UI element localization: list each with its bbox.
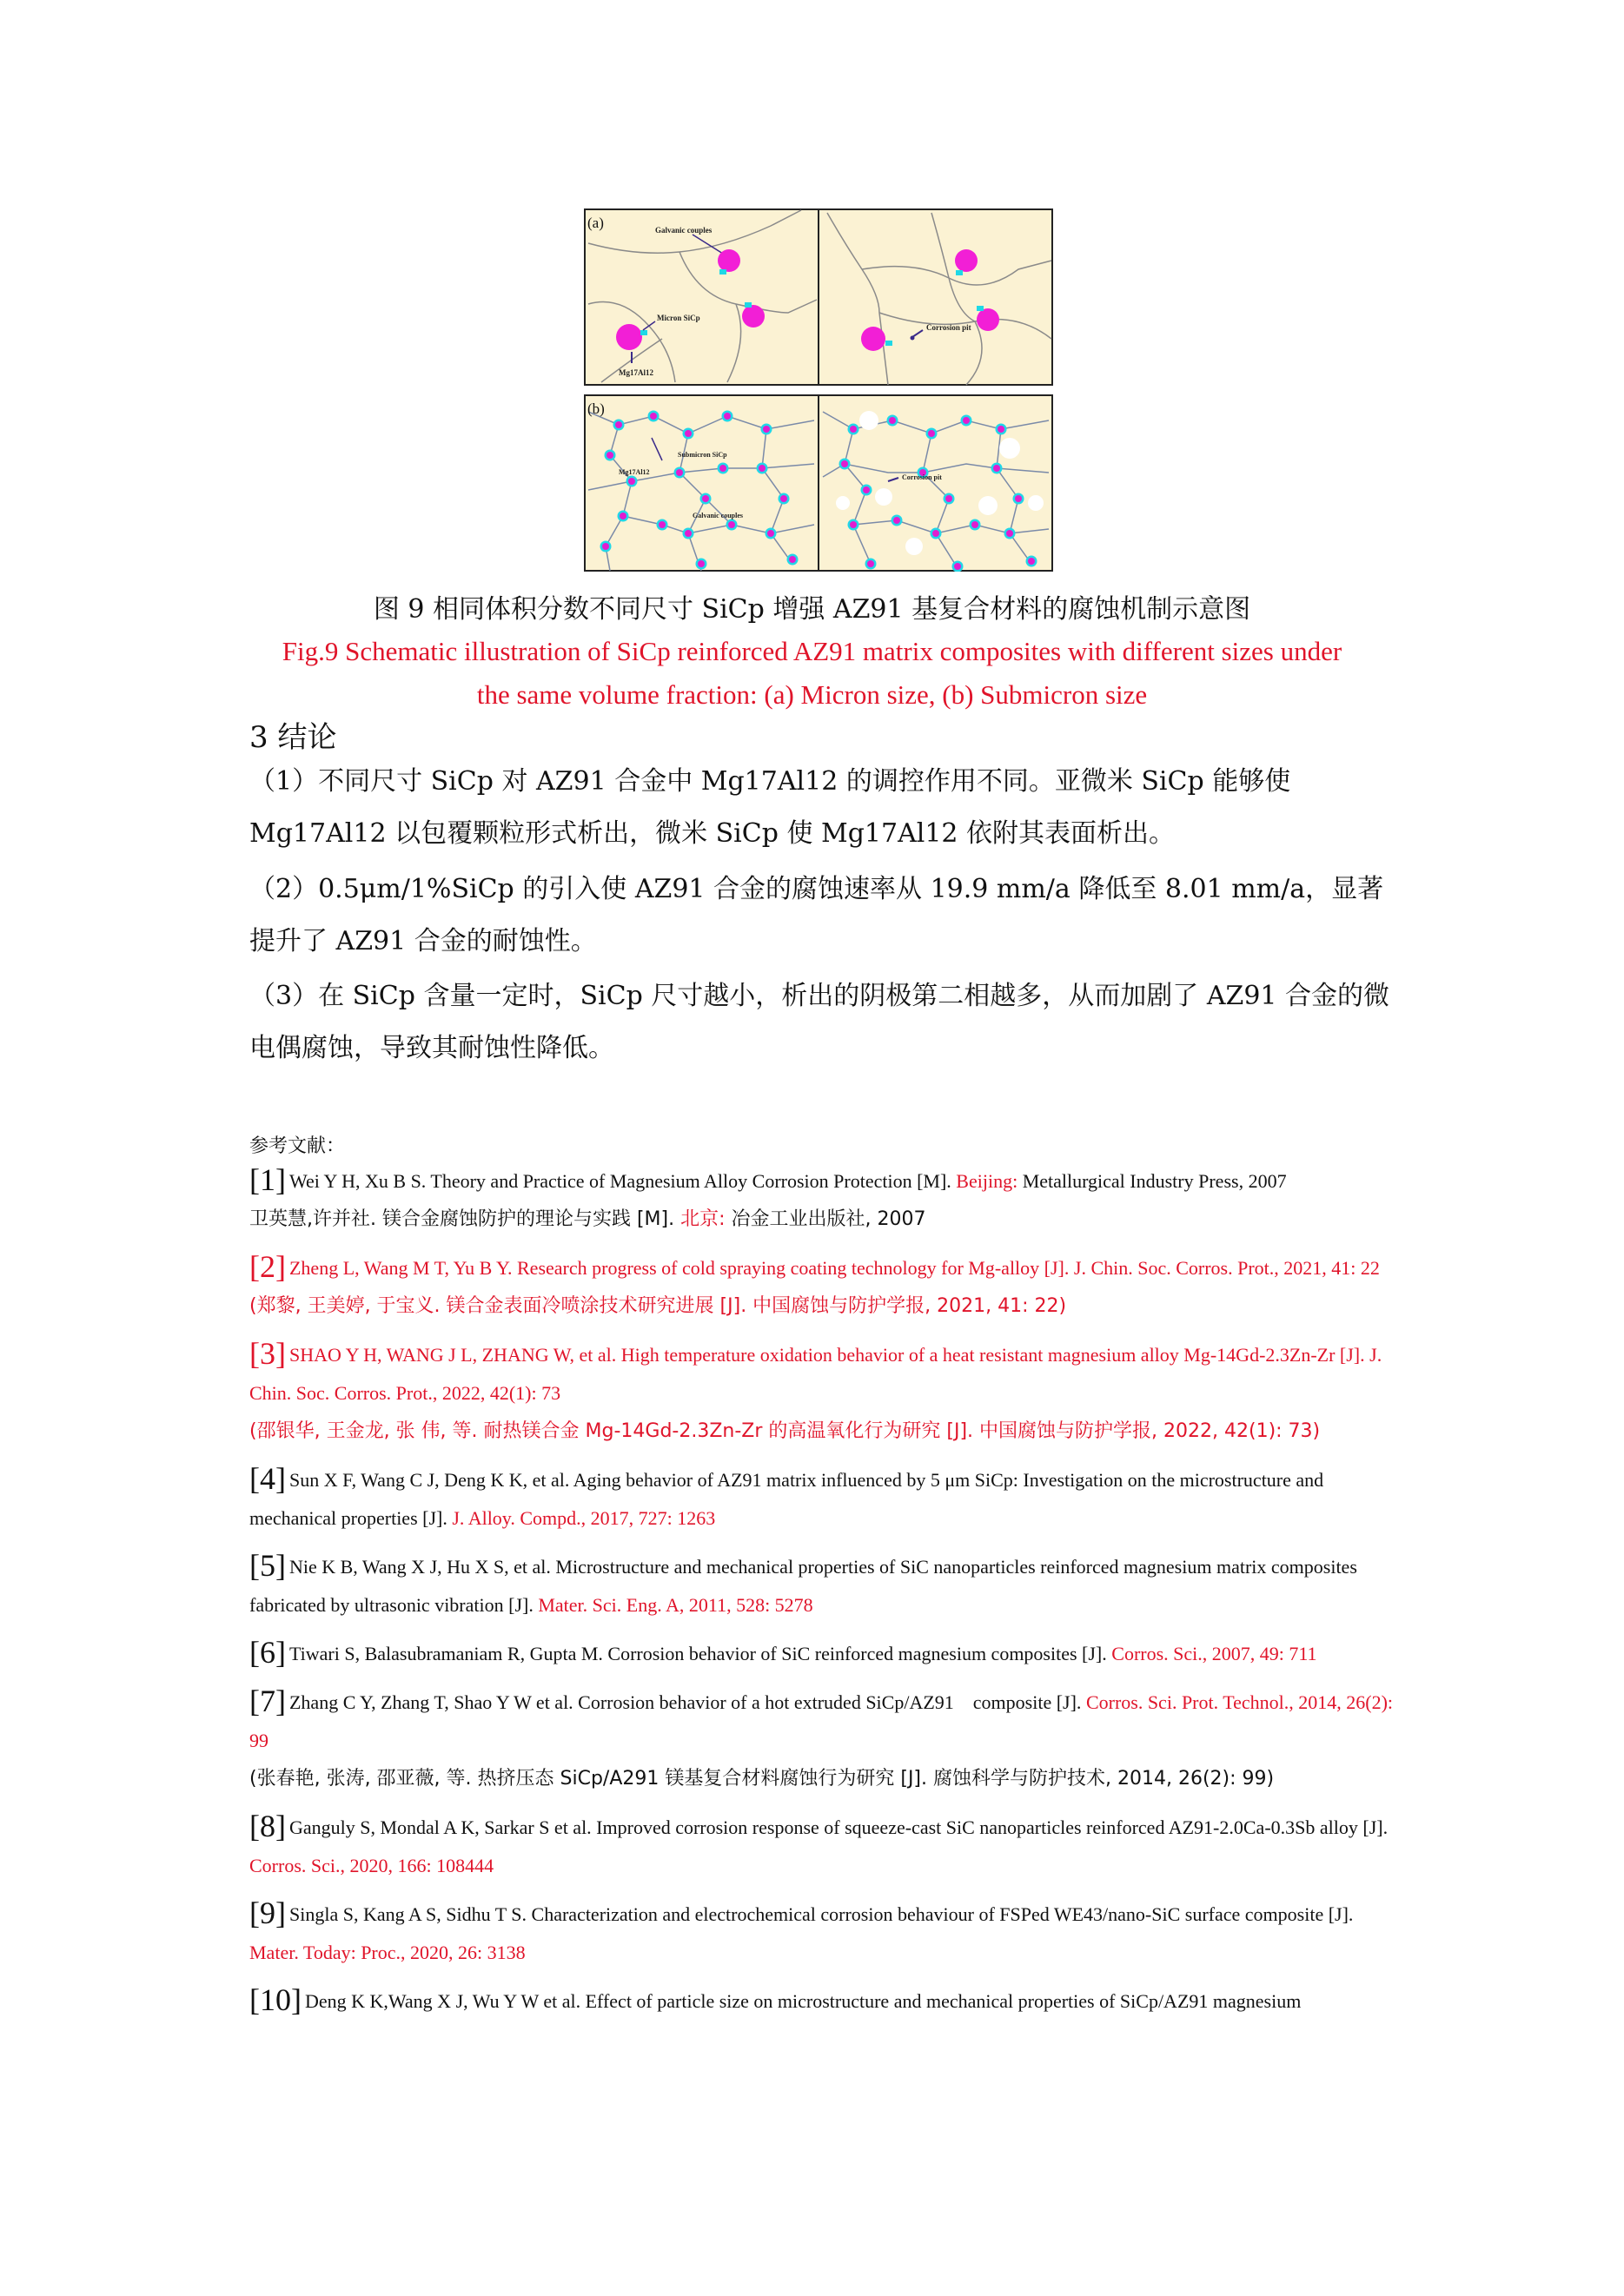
figure-caption-en-line-1: Fig.9 Schematic illustration of SiCp reinforced AZ91 matrix composites with different sizes under xyxy=(282,636,1342,666)
reference-7-zh: (张春艳, 张涛, 邵亚薇, 等. 热挤压态 SiCp/A291 镁基复合材料腐蚀行为研究 [J]. 腐蚀科学与防护技术, 2014, 26(2): 99) xyxy=(249,1768,1275,1790)
micron-sic-particle xyxy=(718,249,740,272)
section-title: 3 结论 xyxy=(249,720,337,755)
reference-1: [1] Wei Y H, Xu B S. Theory and Practice of Magnesium Alloy Corrosion Protection [M]. Beijing: Metallurgical Industry Press, 2007 xyxy=(249,1162,1287,1197)
reference-10: [10] Deng K K,Wang X J, Wu Y W et al. Effect of particle size on microstructure and mechanical properties of SiCp/AZ91 magnesium xyxy=(249,1982,1302,2017)
label-mg17al12-a: Mg17Al12 xyxy=(619,368,653,377)
reference-9: [9] Singla S, Kang A S, Sidhu T S. Characterization and electrochemical corrosion behaviour of FSPed WE43/nano-SiC surface composite [J]. Mater. Today: Proc., 2020, 26: 3138 xyxy=(249,1896,1354,1963)
reference-number: [3] xyxy=(249,1336,286,1371)
reference-number: [8] xyxy=(249,1809,286,1843)
reference-5: [5] Nie K B, Wang X J, Hu X S, et al. Microstructure and mechanical properties of SiC nanoparticles reinforced magnesium matrix composites fabricated by ultrasonic vibration [J]. Mater. Sci. Eng. A, 2011, 528: 5278 xyxy=(249,1548,1357,1616)
micron-sic-particle xyxy=(742,305,765,328)
reference-1-zh: 卫英慧,许并社. 镁合金腐蚀防护的理论与实践 [M]. 北京: 冶金工业出版社, 2007 xyxy=(249,1208,926,1230)
label-corrosion-pit-a: Corrosion pit xyxy=(926,323,971,332)
reference-8: [8] Ganguly S, Mondal A K, Sarkar S et al. Improved corrosion response of squeeze-cast SiC nanoparticles reinforced AZ91-2.0Ca-0.3Sb alloy [J]. Corros. Sci., 2020, 166: 108444 xyxy=(249,1809,1389,1876)
panel-a-label: (a) xyxy=(587,215,604,231)
figure-9 xyxy=(584,208,1053,572)
panel-a xyxy=(585,209,1052,385)
figure-caption-en xyxy=(0,630,1624,717)
conclusion-2: （2）0.5μm/1%SiCp 的引入使 AZ91 合金的腐蚀速率从 19.9 mm/a 降低至 8.01 mm/a，显著提升了 AZ91 合金的耐蚀性。 xyxy=(249,874,1384,956)
micron-sic-particle xyxy=(616,324,642,350)
reference-2: [2] Zheng L, Wang M T, Yu B Y. Research progress of cold spraying coating technology for Mg-alloy [J]. J. Chin. Soc. Corros. Prot., 2021, 41: 22 xyxy=(249,1249,1380,1284)
reference-4: [4] Sun X F, Wang C J, Deng K K, et al. Aging behavior of AZ91 matrix influenced by 5 μm SiCp: Investigation on the microstructure and mechanical properties [J]. J. Alloy. Compd., 2017, 727: 1263 xyxy=(249,1461,1324,1529)
label-submicron-sic: Submicron SiCp xyxy=(678,451,727,459)
reference-number: [5] xyxy=(249,1548,286,1583)
reference-number: [10] xyxy=(249,1982,302,2017)
label-galvanic-couples: Galvanic couples xyxy=(655,226,713,235)
reference-number: [6] xyxy=(249,1635,286,1670)
references-heading: 参考文献： xyxy=(249,1135,346,1157)
figure-caption-en-line-2: the same volume fraction: (a) Micron size, (b) Submicron size xyxy=(476,679,1148,710)
figure-caption-zh: 图 9 相同体积分数不同尺寸 SiCp 增强 AZ91 基复合材料的腐蚀机制示意图 xyxy=(373,594,1251,625)
label-micron-sic: Micron SiCp xyxy=(657,314,700,322)
reference-3-zh: (邵银华, 王金龙, 张 伟, 等. 耐热镁合金 Mg-14Gd-2.3Zn-Zr 的高温氧化行为研究 [J]. 中国腐蚀与防护学报, 2022, 42(1): 73) xyxy=(249,1420,1321,1442)
reference-3: [3] SHAO Y H, WANG J L, ZHANG W, et al. High temperature oxidation behavior of a heat resistant magnesium alloy Mg-14Gd-2.3Zn-Zr [J]. J. Chin. Soc. Corros. Prot., 2022, 42(1): 73 xyxy=(249,1336,1382,1404)
reference-6: [6] Tiwari S, Balasubramaniam R, Gupta M. Corrosion behavior of SiC reinforced magnesium composites [J]. Corros. Sci., 2007, 49: 711 xyxy=(249,1635,1317,1670)
panel-b-label: (b) xyxy=(587,400,605,417)
panel-b xyxy=(585,395,1052,572)
reference-number: [9] xyxy=(249,1896,286,1930)
reference-number: [7] xyxy=(249,1684,286,1718)
reference-7: [7] Zhang C Y, Zhang T, Shao Y W et al. Corrosion behavior of a hot extruded SiCp/AZ91 composite [J]. Corros. Sci. Prot. Technol., 2014, 26(2): 99 xyxy=(249,1684,1394,1751)
conclusion-3: （3）在 SiCp 含量一定时，SiCp 尺寸越小，析出的阴极第二相越多，从而加剧了 AZ91 合金的微电偶腐蚀，导致其耐蚀性降低。 xyxy=(249,981,1390,1063)
references-list xyxy=(249,1161,1396,2021)
reference-2-zh: (郑黎, 王美婷, 于宝义. 镁合金表面冷喷涂技术研究进展 [J]. 中国腐蚀与防护学报, 2021, 41: 22) xyxy=(249,1295,1067,1317)
reference-number: [2] xyxy=(249,1249,286,1284)
conclusion-1: （1）不同尺寸 SiCp 对 AZ91 合金中 Mg17Al12 的调控作用不同。亚微米 SiCp 能够使 Mg17Al12 以包覆颗粒形式析出，微米 SiCp 使 Mg17Al12 依附其表面析出。 xyxy=(249,766,1291,849)
label-corrosion-pit-b: Corrosion pit xyxy=(902,473,942,481)
label-galvanic-couples-b: Galvanic couples xyxy=(693,512,744,519)
label-mg17al12-b: Mg17Al12 xyxy=(619,468,650,476)
reference-number: [4] xyxy=(249,1461,286,1496)
reference-number: [1] xyxy=(249,1162,286,1197)
